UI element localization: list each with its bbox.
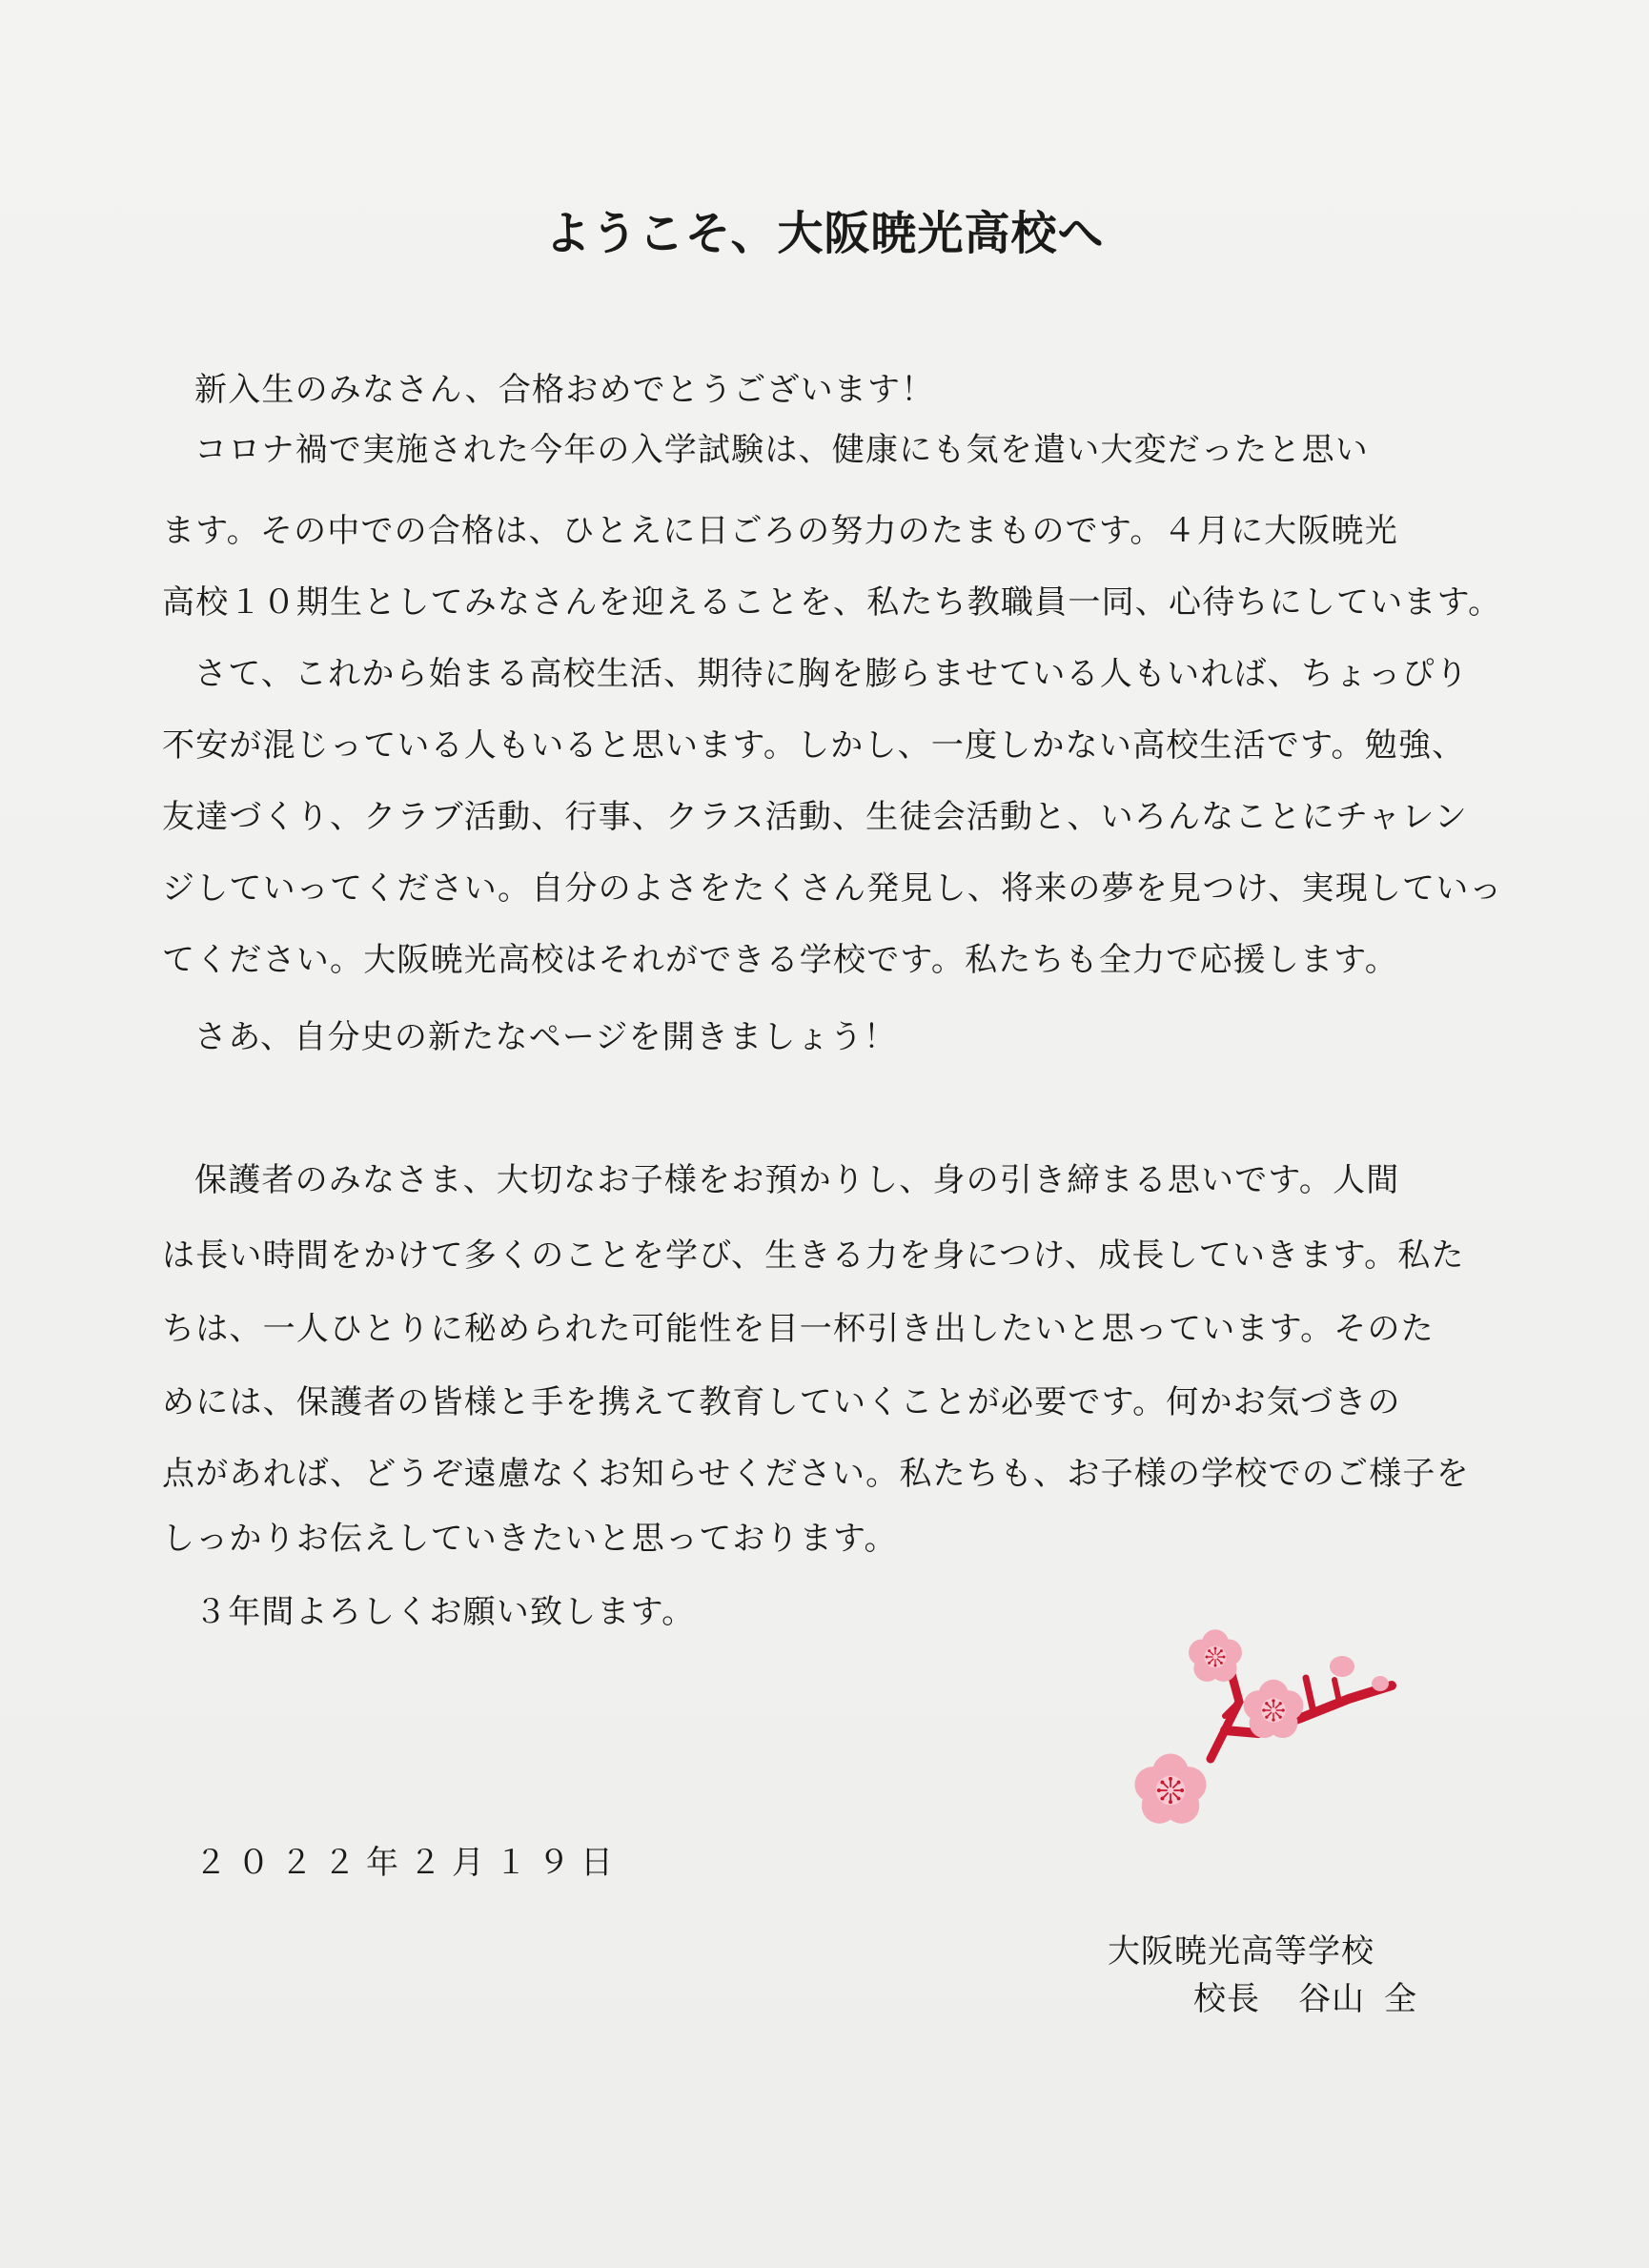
letter-line: てください。大阪暁光高校はそれができる学校です。私たちも全力で応援します。 [162,941,1398,979]
letter-line: 新入生のみなさん、合格おめでとうございます！ [194,371,935,409]
letter-line: しっかりお伝えしていきたいと思っております。 [162,1520,898,1558]
principal-signature [1193,1975,1417,2023]
principal-title: 校長 [1193,1980,1260,2018]
letter-line: めには、保護者の皆様と手を携えて教育していくことが必要です。何かお気づきの [162,1383,1401,1421]
letter-line: さて、これから始まる高校生活、期待に胸を膨らませている人もいれば、ちょっぴり [194,655,1469,693]
letter-line: 保護者のみなさま、大切なお子様をお預かりし、身の引き締まる思いです。人間 [194,1161,1400,1199]
plum-blossom-icon [1106,1611,1401,1849]
letter-line: ３年間よろしくお願い致します。 [194,1593,696,1631]
letter-line: ちは、一人ひとりに秘められた可能性を目一杯引き出したいと思っています。そのた [162,1310,1435,1348]
letter-line: コロナ禍で実施された今年の入学試験は、健康にも気を遣い大変だったと思い [194,431,1369,469]
letter-date: ２０２２年２月１９日 [194,1844,623,1882]
principal-given-name: 全 [1384,1980,1417,2018]
letter-line: は長い時間をかけて多くのことを学び、生きる力を身につけ、成長していきます。私た [162,1236,1465,1275]
letter-title: ようこそ、大阪暁光高校へ [544,207,1105,260]
principal-family-name: 谷山 [1298,1980,1365,2018]
letter-line: 高校１０期生としてみなさんを迎えることを、私たち教職員一同、心待ちにしています。 [162,583,1502,622]
letter-line: 友達づくり、クラブ活動、行事、クラス活動、生徒会活動と、いろんなことにチャレン [162,798,1468,836]
school-name: 大阪暁光高等学校 [1108,1932,1374,1971]
letter-line: さあ、自分史の新たなページを開きましょう！ [194,1018,898,1056]
letter-line: 不安が混じっている人もいると思います。しかし、一度しかない高校生活です。勉強、 [162,726,1466,765]
letter-line: 点があれば、どうぞ遠慮なくお知らせください。私たちも、お子様の学校でのご様子を [162,1455,1470,1493]
letter-line: ます。その中での合格は、ひとえに日ごろの努力のたまものです。４月に大阪暁光 [162,512,1398,550]
letter-line: ジしていってください。自分のよさをたくさん発見し、将来の夢を見つけ、実現していっ [162,869,1503,908]
